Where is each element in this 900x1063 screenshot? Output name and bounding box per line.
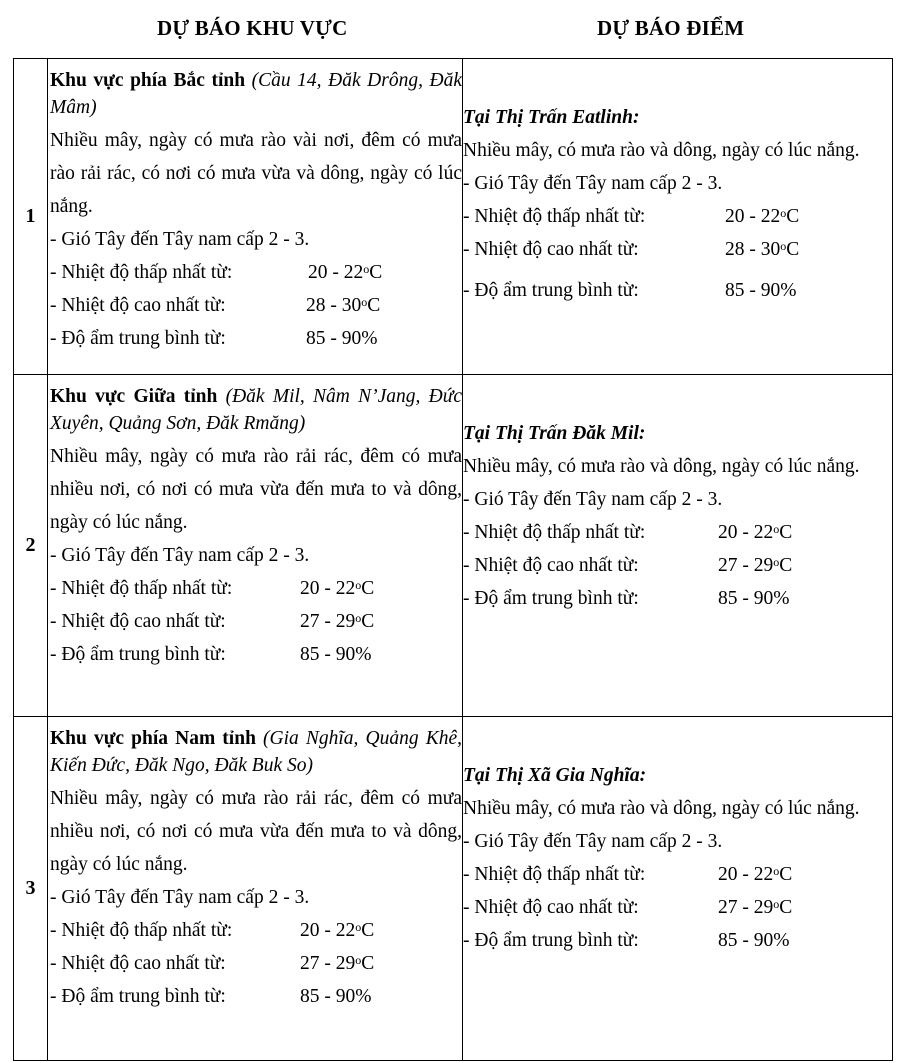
area-title: Khu vực phía Bắc tỉnh (Cầu 14, Đăk Drông, Đăk Mâm): [50, 70, 462, 118]
area-wind: - Gió Tây đến Tây nam cấp 2 - 3.: [50, 229, 310, 250]
point-temp-max: - Nhiệt độ cao nhất từ: 27 - 29$^o$C: [463, 897, 793, 918]
area-humidity: - Độ ẩm trung bình từ: 85 - 90%: [50, 644, 372, 665]
area-wind: - Gió Tây đến Tây nam cấp 2 - 3.: [50, 887, 310, 908]
area-description: Nhiều mây, ngày có mưa rào rải rác, đêm có mưa nhiều nơi, có nơi có mưa vừa đến mưa to và dông, ngày có lúc nắng.: [50, 446, 462, 533]
point-forecast-cell: [463, 717, 893, 1061]
table-header: [0, 0, 900, 58]
area-description: Nhiều mây, ngày có mưa rào vài nơi, đêm có mưa rào rải rác, có nơi có mưa vừa và dông, ngày có lúc nắng.: [50, 130, 462, 217]
point-temp-min: - Nhiệt độ thấp nhất từ: 20 - 22$^o$C: [463, 522, 793, 543]
point-wind: - Gió Tây đến Tây nam cấp 2 - 3.: [463, 173, 723, 194]
row-number: 2: [14, 375, 48, 717]
table-row: [14, 59, 893, 375]
area-humidity: - Độ ẩm trung bình từ: 85 - 90%: [50, 986, 372, 1007]
point-title: Tại Thị Trấn Eatlinh:: [463, 107, 640, 128]
area-description: Nhiều mây, ngày có mưa rào rải rác, đêm có mưa nhiều nơi, có nơi có mưa vừa đến mưa to và dông, ngày có lúc nắng.: [50, 788, 462, 875]
point-temp-min: - Nhiệt độ thấp nhất từ: 20 - 22$^o$C: [463, 864, 793, 885]
point-forecast-cell: [463, 375, 893, 717]
point-humidity: - Độ ẩm trung bình từ: 85 - 90%: [463, 280, 797, 301]
point-forecast-cell: [463, 59, 893, 375]
point-forecast-heading: DỰ BÁO ĐIỂM: [597, 16, 745, 40]
point-description: Nhiều mây, có mưa rào và dông, ngày có lúc nắng.: [463, 456, 860, 477]
point-title: Tại Thị Trấn Đăk Mil:: [463, 423, 646, 444]
row-number: 1: [14, 59, 48, 375]
point-wind: - Gió Tây đến Tây nam cấp 2 - 3.: [463, 831, 723, 852]
point-description: Nhiều mây, có mưa rào và dông, ngày có lúc nắng.: [463, 798, 860, 819]
area-forecast-cell: [48, 59, 463, 375]
point-wind: - Gió Tây đến Tây nam cấp 2 - 3.: [463, 489, 723, 510]
area-wind: - Gió Tây đến Tây nam cấp 2 - 3.: [50, 545, 310, 566]
area-temp-max: - Nhiệt độ cao nhất từ: 27 - 29$^o$C: [50, 953, 375, 974]
table-row: [14, 375, 893, 717]
area-temp-max: - Nhiệt độ cao nhất từ: 28 - 30$^o$C: [50, 295, 381, 316]
area-temp-min: - Nhiệt độ thấp nhất từ: 20 - 22$^o$C: [50, 578, 375, 599]
area-title: Khu vực phía Nam tỉnh (Gia Nghĩa, Quảng Khê, Kiến Đức, Đăk Ngo, Đăk Buk So): [50, 728, 463, 776]
area-humidity: - Độ ẩm trung bình từ: 85 - 90%: [50, 328, 378, 349]
forecast-table: [13, 58, 893, 1061]
area-temp-max: - Nhiệt độ cao nhất từ: 27 - 29$^o$C: [50, 611, 375, 632]
point-humidity: - Độ ẩm trung bình từ: 85 - 90%: [463, 930, 790, 951]
point-temp-min: - Nhiệt độ thấp nhất từ: 20 - 22$^o$C: [463, 206, 800, 227]
point-temp-max: - Nhiệt độ cao nhất từ: 27 - 29$^o$C: [463, 555, 793, 576]
area-forecast-heading: DỰ BÁO KHU VỰC: [157, 16, 348, 40]
point-humidity: - Độ ẩm trung bình từ: 85 - 90%: [463, 588, 790, 609]
area-forecast-cell: [48, 375, 463, 717]
point-title: Tại Thị Xã Gia Nghĩa:: [463, 765, 647, 786]
point-description: Nhiều mây, có mưa rào và dông, ngày có lúc nắng.: [463, 140, 860, 161]
area-title: Khu vực Giữa tỉnh (Đăk Mil, Nâm N’Jang, Đức Xuyên, Quảng Sơn, Đăk Rmăng): [50, 386, 462, 434]
table-row: [14, 717, 893, 1061]
row-number: 3: [14, 717, 48, 1061]
point-temp-max: - Nhiệt độ cao nhất từ: 28 - 30$^o$C: [463, 239, 800, 260]
area-forecast-cell: [48, 717, 463, 1061]
area-temp-min: - Nhiệt độ thấp nhất từ: 20 - 22$^o$C: [50, 262, 383, 283]
area-temp-min: - Nhiệt độ thấp nhất từ: 20 - 22$^o$C: [50, 920, 375, 941]
